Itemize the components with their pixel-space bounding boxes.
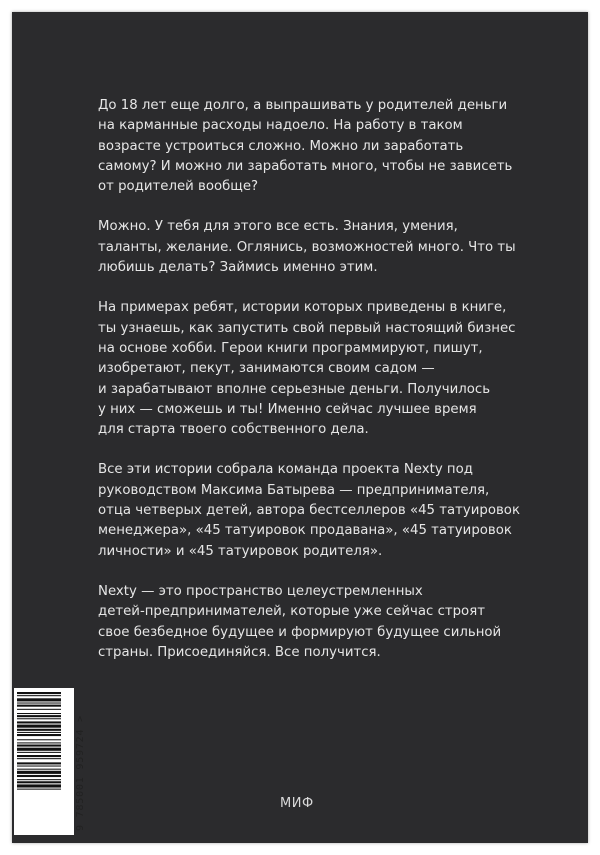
barcode-bar xyxy=(17,695,61,696)
barcode-bar xyxy=(17,745,61,747)
barcode-bar xyxy=(17,789,61,790)
barcode-bar xyxy=(17,729,61,731)
barcode-bar xyxy=(17,748,61,751)
barcode-bar xyxy=(17,705,61,707)
barcode-bar xyxy=(17,779,61,780)
barcode-bar xyxy=(17,721,61,723)
paragraph-3: На примерах ребят, истории которых приведены в книге, ты узнаешь, как запустить свой первый настоящий бизнес на основе хобби. Герои книги программируют, пишут, изобретают, пекут, занимаются своим садом — и зарабатывают вполне серьезные деньги. Получилось у них — сможешь и ты! Именно сейчас лучшее время для старта твоего собственного дела. xyxy=(98,300,516,438)
barcode-bar xyxy=(17,742,61,743)
publisher-logo: МИФ xyxy=(280,796,314,811)
barcode-bar xyxy=(17,692,61,694)
barcode-bar xyxy=(17,698,61,701)
isbn-barcode xyxy=(14,688,86,835)
barcode-bar xyxy=(17,758,61,759)
book-back-cover xyxy=(12,12,588,843)
barcode-bar xyxy=(17,755,61,757)
paragraph-5: Nexty — это пространство целеустремленных детей-предпринимателей, которые уже сейчас строят свое безбедное будущее и формируют будущее сильной страны. Присоединяйся. Все получится. xyxy=(98,583,502,660)
barcode-bar xyxy=(17,732,61,733)
barcode-bar xyxy=(17,784,61,787)
barcode-bar xyxy=(17,715,61,717)
barcode-digits: 9 785001 959724 > xyxy=(75,715,86,831)
paragraph-4: Все эти истории собрала команда проекта Nexty под руководством Максима Батырева — предпринимателя, отца четверых детей, автора бестселлеров «45 татуировок менеджера», «45 татуировок продавана», «45 татуировок личности» и «45 татуировок родителя». xyxy=(98,462,520,559)
barcode-bar xyxy=(17,734,61,736)
barcode-bar xyxy=(17,771,61,774)
barcode-bars xyxy=(14,688,74,835)
barcode-bar xyxy=(17,709,61,710)
paragraph-1: До 18 лет еще долго, а выпрашивать у родителей деньги на карманные расходы надоело. На работу в таком возрасте устроиться сложно. Можно ли заработать самому? И можно ли заработать много, чтобы не зависеть от родителей вообще? xyxy=(98,98,513,195)
barcode-bar xyxy=(17,718,61,719)
barcode-bar xyxy=(17,769,61,770)
barcode-bar xyxy=(17,766,61,767)
barcode-bar xyxy=(17,775,61,777)
barcode-bar xyxy=(17,739,61,740)
barcode-bar xyxy=(17,762,61,764)
barcode-bar xyxy=(17,713,61,714)
barcode-bar xyxy=(17,781,61,783)
barcode-bar xyxy=(17,703,61,704)
paragraph-2: Можно. У тебя для этого все есть. Знания, умения, таланты, желание. Оглянись, возможностей много. Что ты любишь делать? Займись именно этим. xyxy=(98,219,516,276)
barcode-bar xyxy=(17,752,61,753)
annotation-text xyxy=(98,96,528,683)
barcode-bar xyxy=(17,725,61,728)
